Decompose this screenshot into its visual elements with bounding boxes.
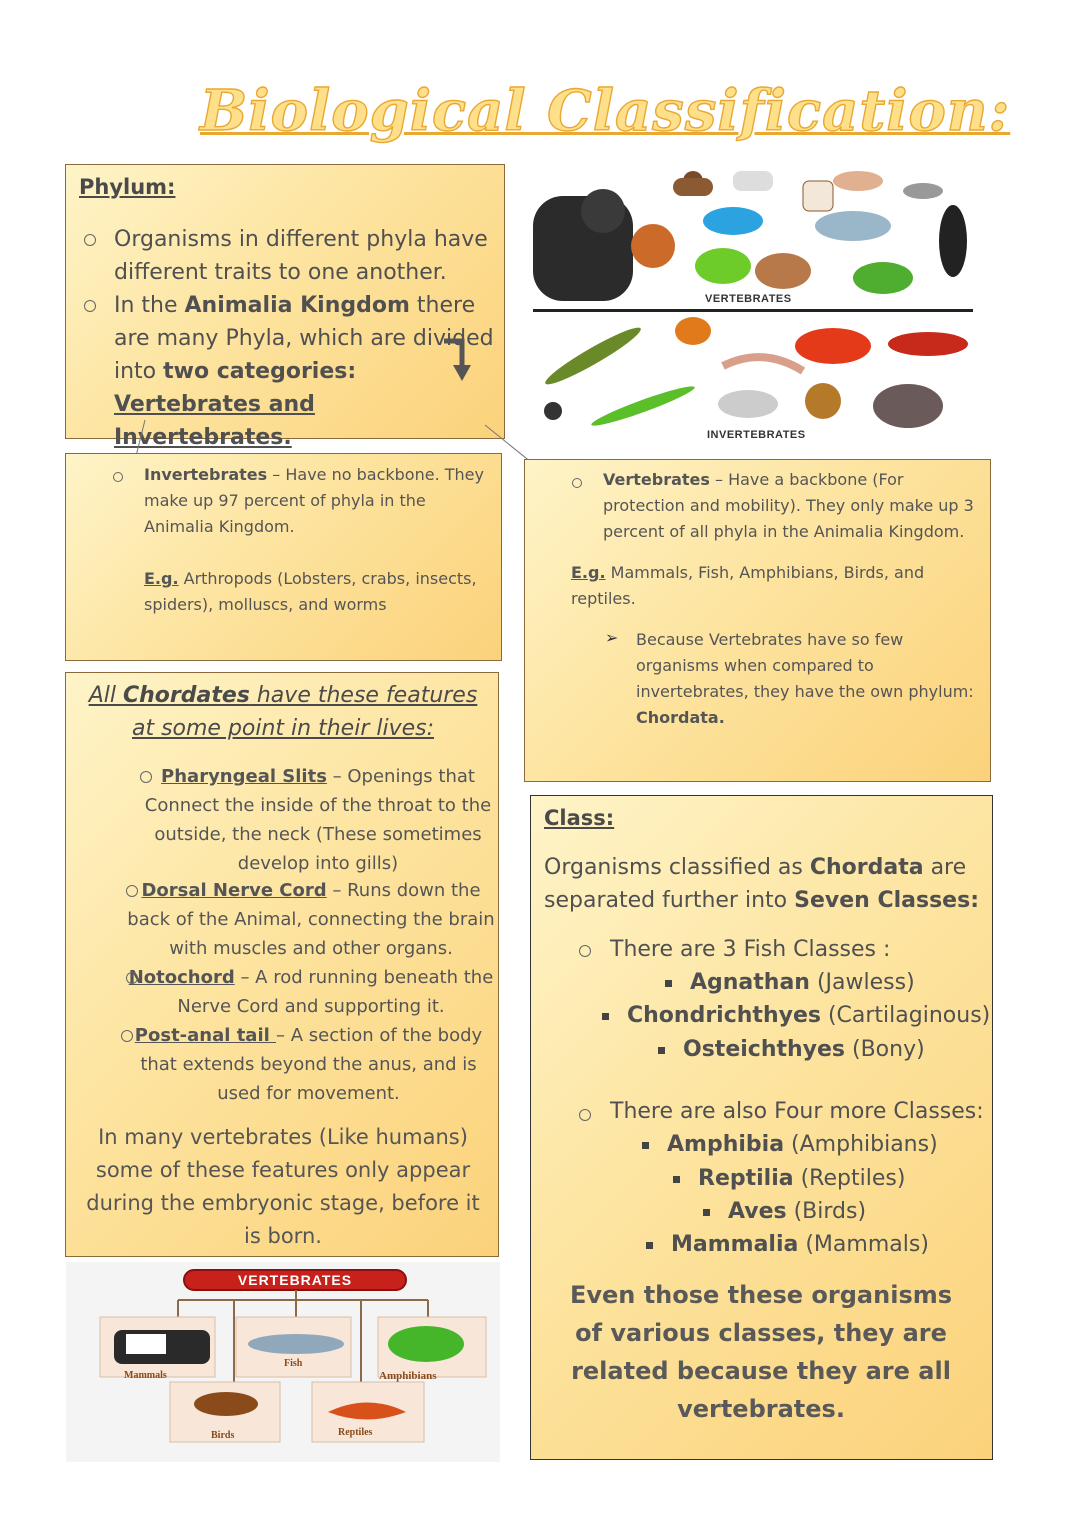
class-item — [665, 966, 915, 999]
invertebrates-examples: Arthropods (Lobsters, crabs, insects, spiders), molluscs, and worms — [144, 569, 477, 614]
eg-label: E.g. — [571, 563, 606, 582]
invertebrates-image-label: INVERTEBRATES — [707, 429, 806, 441]
diagram-label-mammals: Mammals — [124, 1370, 167, 1381]
feature-item — [121, 1021, 496, 1108]
feature-description: – Runs down the back of the Animal, connecting the brain with muscles and other organs. — [127, 880, 495, 959]
bullet-icon — [113, 472, 123, 482]
vertebrates-banner: VERTEBRATES — [237, 1272, 353, 1288]
class-desc: (Amphibians) — [784, 1132, 938, 1157]
chordata-bold: Chordata — [809, 855, 924, 880]
feature-name: Pharyngeal Slits — [161, 766, 327, 787]
animals-illustration — [533, 166, 973, 448]
square-bullet-icon — [673, 1176, 680, 1183]
vertebrates-examples: Mammals, Fish, Amphibians, Birds, and reptiles. — [571, 563, 925, 608]
class-item — [703, 1195, 866, 1228]
chordates-heading-post: have these features at some point in their lives: — [131, 683, 478, 741]
invertebrates-label: Invertebrates — [144, 465, 268, 484]
bullet-icon — [140, 771, 152, 783]
square-bullet-icon — [658, 1047, 665, 1054]
phylum-bullet-2-mid: there are many Phyla, which are divided into — [114, 293, 494, 384]
feature-description: – A rod running beneath the Nerve Cord and supporting it. — [177, 967, 494, 1017]
square-bullet-icon — [642, 1142, 649, 1149]
class-name: Amphibia — [667, 1132, 785, 1157]
bullet-icon — [579, 1109, 591, 1121]
bullet-icon — [126, 972, 138, 984]
class-name: Agnathan — [690, 970, 810, 995]
class-item — [673, 1162, 905, 1195]
class-name: Reptilia — [698, 1166, 794, 1191]
bullet-icon — [126, 885, 138, 897]
bullet-icon — [572, 478, 582, 488]
class-intro — [544, 851, 984, 917]
class-desc: (Mammals) — [798, 1232, 929, 1257]
class-item — [602, 999, 990, 1032]
vertebrates-note: Because Vertebrates have so few organisms when compared to invertebrates, they have the own phylum: — [636, 630, 974, 701]
vertebrates-tree-illustration — [66, 1262, 500, 1462]
phylum-bullet-2-pre: In the — [114, 293, 185, 318]
square-bullet-icon — [602, 1013, 609, 1020]
class-item — [642, 1128, 938, 1161]
feature-item — [138, 762, 498, 878]
vertebrates-image-label: VERTEBRATES — [705, 293, 792, 305]
square-bullet-icon — [646, 1242, 653, 1249]
vertebrates-diagram-image — [66, 1262, 500, 1462]
square-bullet-icon — [665, 980, 672, 987]
feature-item — [126, 963, 496, 1021]
feature-item — [126, 876, 496, 963]
feature-name: Post-anal tail — [134, 1025, 277, 1046]
feature-name: Notochord — [128, 967, 235, 988]
class-item — [646, 1228, 929, 1261]
phylum-heading: Phylum: — [79, 175, 176, 199]
animalia-kingdom-text: Animalia Kingdom — [184, 293, 410, 318]
class-desc: (Bony) — [845, 1037, 925, 1062]
diagram-label-reptiles: Reptiles — [338, 1427, 373, 1438]
other-classes-intro: There are also Four more Classes: — [610, 1099, 984, 1124]
class-closing-statement: Even those these organisms of various classes, they are related because they are all vertebrates. — [569, 1281, 953, 1423]
invertebrates-description: – Have no backbone. They make up 97 percent of phyla in the Animalia Kingdom. — [144, 465, 484, 536]
class-desc: (Reptiles) — [793, 1166, 906, 1191]
class-intro-mid: are separated further into — [544, 855, 967, 913]
feature-description: – A section of the body that extends beyond the anus, and is used for movement. — [140, 1025, 483, 1104]
class-heading: Class: — [544, 806, 615, 830]
class-desc: (Jawless) — [809, 970, 915, 995]
class-name: Mammalia — [671, 1232, 799, 1257]
feature-description: – Openings that Connect the inside of the throat to the outside, the neck (These sometimes develop into gills) — [144, 766, 492, 874]
chordates-heading-bold: Chordates — [122, 683, 250, 708]
chordates-heading — [76, 679, 490, 745]
arrow-bullet-icon: ➢ — [605, 628, 619, 647]
diagram-label-amphibians: Amphibians — [379, 1370, 437, 1382]
two-categories-text: two categories: — [163, 359, 357, 384]
class-name: Chondrichthyes — [627, 1003, 821, 1028]
vertebrates-description: – Have a backbone (For protection and mobility). They only make up 3 percent of all phyla in the Animalia Kingdom. — [603, 470, 974, 541]
diagram-label-birds: Birds — [211, 1430, 235, 1441]
vertebrates-invertebrates-link: Vertebrates and Invertebrates. — [114, 392, 315, 450]
class-name: Osteichthyes — [683, 1037, 846, 1062]
page-title: Biological Classification: — [200, 78, 1011, 144]
chordates-footer: In many vertebrates (Like humans) some of these features only appear during the embryonic stage, before it is born. — [86, 1125, 480, 1248]
invertebrates-box — [65, 453, 502, 661]
vertebrates-invertebrates-image — [533, 166, 973, 448]
seven-classes-bold: Seven Classes: — [794, 888, 979, 913]
class-desc: (Birds) — [786, 1199, 867, 1224]
phylum-bullet-1: Organisms in different phyla have different traits to one another. — [114, 227, 488, 285]
class-item — [658, 1033, 925, 1066]
bullet-icon — [121, 1030, 133, 1042]
fish-classes-intro: There are 3 Fish Classes : — [610, 937, 891, 962]
class-box — [530, 795, 993, 1460]
class-desc: (Cartilaginous) — [820, 1003, 991, 1028]
chordates-heading-pre: All — [88, 683, 123, 708]
square-bullet-icon — [703, 1209, 710, 1216]
chordata-text: Chordata. — [636, 708, 725, 727]
vertebrates-label: Vertebrates — [603, 470, 710, 489]
diagram-label-fish: Fish — [284, 1358, 303, 1369]
bullet-icon — [579, 945, 591, 957]
feature-name: Dorsal Nerve Cord — [141, 880, 327, 901]
vertebrates-box — [524, 459, 991, 782]
class-intro-pre: Organisms classified as — [544, 855, 810, 880]
eg-label: E.g. — [144, 569, 179, 588]
class-name: Aves — [728, 1199, 787, 1224]
chordates-box — [65, 672, 499, 1257]
